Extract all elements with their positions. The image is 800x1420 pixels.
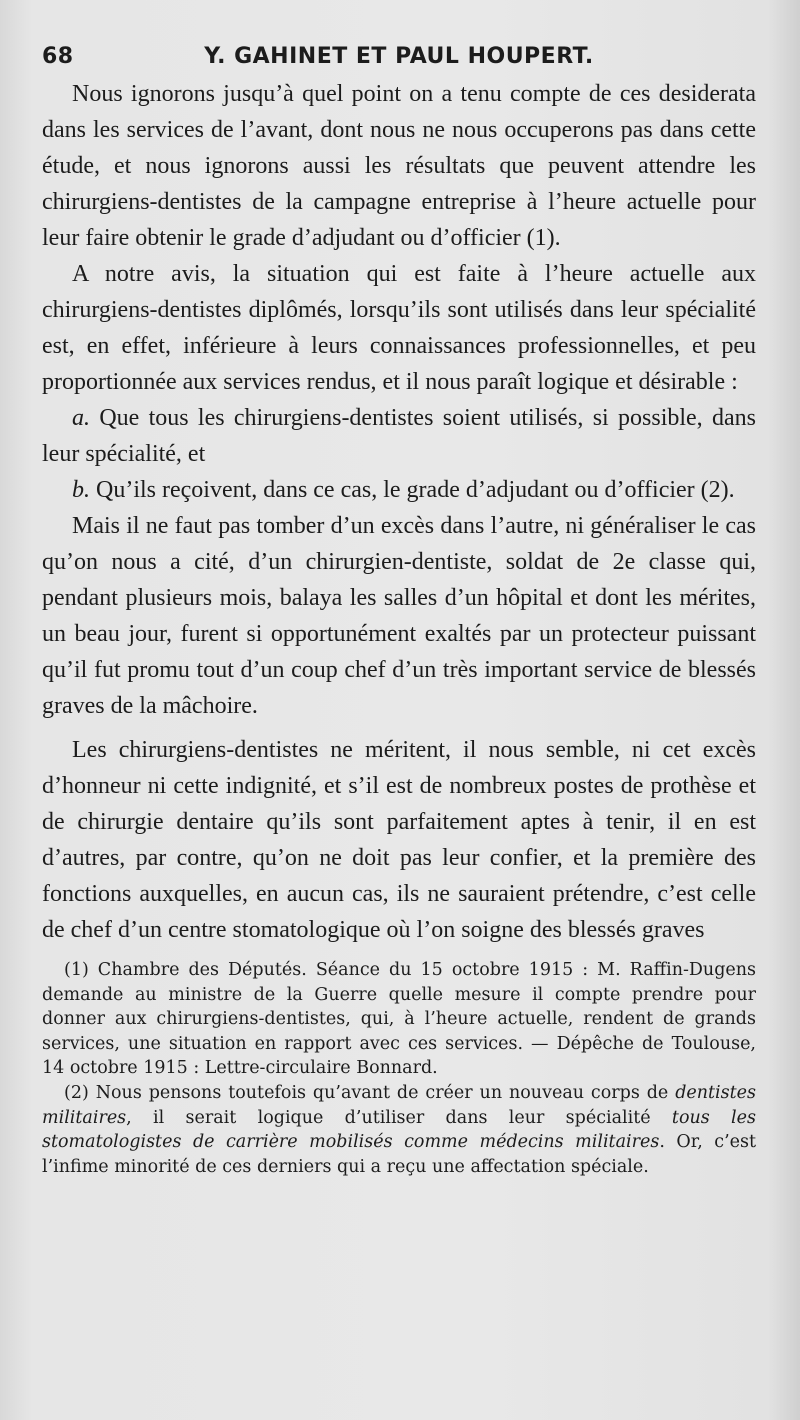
running-title: Y. GAHINET ET PAUL HOUPERT. [204, 44, 594, 69]
paragraph-3: Mais il ne faut pas tomber d’un excès dans l’autre, ni généraliser le cas qu’on nous a cité, d’un chirurgien-dentiste, soldat de 2e classe qui, pendant plusieurs mois, balaya les salles d’un hôpital et dont les mérites, un beau jour, furent si opportunément exaltés par un protecteur puissant qu’il fut promu tout d’un coup chef d’un très important service de blessés graves de la mâchoire. [42, 513, 756, 719]
page-number: 68 [42, 44, 74, 69]
footnote-2-end: . Or, c’est l’infime minorité de ces derniers qui a reçu une affectation spéciale. [42, 1132, 756, 1177]
paragraph-1: Nous ignorons jusqu’à quel point on a tenu compte de ces desiderata dans les services de l’avant, dont nous ne nous occuperons pas dans cette étude, et nous ignorons aussi les résultats que peuvent attendre les chirurgiens-dentistes de la campagne entreprise à l’heure actuelle pour leur faire obtenir le grade d’adjudant ou d’officier (1). [42, 81, 756, 251]
paragraph-4: Les chirurgiens-dentistes ne méritent, il nous semble, ni cet excès d’honneur ni cette indignité, et s’il est de nombreux postes de prothèse et de chirurgie dentaire qu’ils sont parfaitement aptes à tenir, il en est d’autres, par contre, qu’on ne doit pas leur confier, et la première des fonctions auxquelles, en aucun cas, ils ne sauraient prétendre, c’est celle de chef d’un centre stomatologique où l’on soigne des blessés graves [42, 737, 756, 943]
item-b-letter: b. [72, 477, 90, 503]
list-item-a [42, 400, 756, 472]
footnote-2-start: (2) Nous pensons toutefois qu’avant de créer un nouveau corps de [64, 1082, 676, 1103]
item-a-text: Que tous les chirurgiens-dentistes soient utilisés, si possible, dans leur spécialité, et [42, 405, 756, 467]
paragraph-2: A notre avis, la situation qui est faite à l’heure actuelle aux chirurgiens-dentistes diplômés, lorsqu’ils sont utilisés dans leur spécialité est, en effet, inférieure à leurs connaissances professionnelles, et peu proportionnée aux services rendus, et il nous paraît logique et désirable : [42, 261, 756, 395]
main-text [42, 76, 756, 948]
item-a-letter: a. [72, 405, 90, 431]
running-header [42, 36, 756, 76]
footnote-2-italic-1: dentistes militaires [42, 1082, 756, 1128]
footnote-2 [42, 1081, 756, 1179]
footnote-1: (1) Chambre des Députés. Séance du 15 octobre 1915 : M. Raffin-Dugens demande au ministre de la Guerre quelle mesure il compte prendre pour donner aux chirurgiens-dentistes, qui, à l’heure actuelle, rendent de grands services, une situation en rapport avec ces services. — Dépêche de Toulouse, 14 octobre 1915 : Lettre-circulaire Bonnard. [42, 960, 756, 1079]
footnote-2-mid: , il serait logique d’utiliser dans leur spécialité [126, 1107, 672, 1128]
footnotes [42, 958, 756, 1179]
item-b-text: Qu’ils reçoivent, dans ce cas, le grade d’adjudant ou d’officier (2). [90, 477, 735, 503]
footnote-2-italic-2: tous les stomatologistes de carrière mobilisés comme médecins militaires [42, 1107, 756, 1153]
list-item-b [42, 472, 756, 508]
